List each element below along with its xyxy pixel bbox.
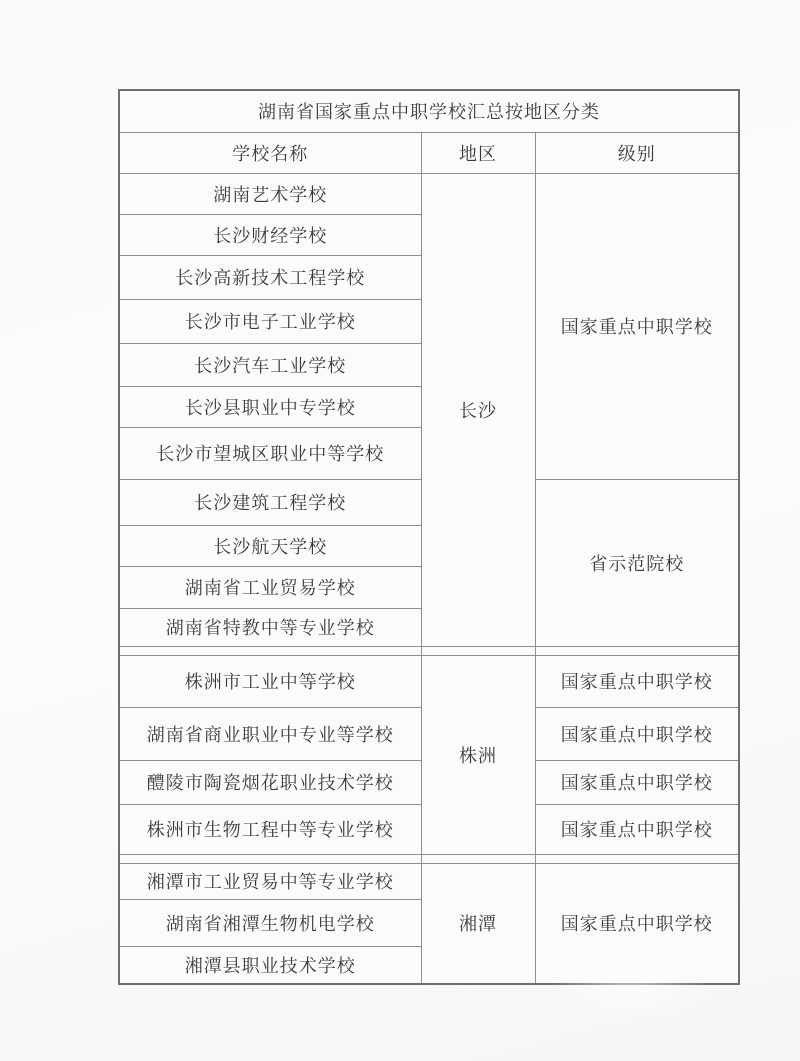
- level-cell: 国家重点中职学校: [535, 804, 739, 854]
- school-name-cell: 长沙市电子工业学校: [119, 299, 421, 343]
- separator-cell: [119, 646, 421, 655]
- school-name-cell: 醴陵市陶瓷烟花职业技术学校: [119, 760, 421, 804]
- separator-cell: [421, 854, 535, 863]
- region-cell-changsha: 长沙: [421, 173, 535, 646]
- column-header-school: 学校名称: [119, 132, 421, 173]
- level-cell-xiangtan: 国家重点中职学校: [535, 863, 739, 984]
- school-table: [118, 89, 740, 985]
- separator-cell: [421, 646, 535, 655]
- region-cell-zhuzhou: 株洲: [421, 655, 535, 854]
- school-name-cell: 湖南艺术学校: [119, 173, 421, 214]
- table-row: [119, 655, 739, 707]
- school-name-cell: 长沙航天学校: [119, 525, 421, 566]
- school-name-cell: 长沙高新技术工程学校: [119, 255, 421, 299]
- separator-cell: [119, 854, 421, 863]
- separator-cell: [535, 646, 739, 655]
- section-separator-row: [119, 646, 739, 655]
- school-name-cell: 株洲市生物工程中等专业学校: [119, 804, 421, 854]
- region-cell-xiangtan: 湘潭: [421, 863, 535, 984]
- level-cell: 国家重点中职学校: [535, 760, 739, 804]
- school-name-cell: 长沙市望城区职业中等学校: [119, 427, 421, 479]
- school-name-cell: 湖南省商业职业中专业等学校: [119, 707, 421, 760]
- column-header-region: 地区: [421, 132, 535, 173]
- faint-watermark: [550, 961, 710, 1021]
- table-title-row: [119, 90, 739, 132]
- level-cell: 国家重点中职学校: [535, 655, 739, 707]
- section-separator-row: [119, 854, 739, 863]
- school-name-cell: 株洲市工业中等学校: [119, 655, 421, 707]
- school-name-cell: 长沙建筑工程学校: [119, 479, 421, 525]
- level-cell: 国家重点中职学校: [535, 707, 739, 760]
- column-header-level: 级别: [535, 132, 739, 173]
- level-cell-changsha-provincial: 省示范院校: [535, 479, 739, 646]
- level-cell-changsha-national: 国家重点中职学校: [535, 173, 739, 479]
- table-row: [119, 173, 739, 214]
- school-name-cell: 湘潭县职业技术学校: [119, 946, 421, 984]
- separator-cell: [535, 854, 739, 863]
- school-name-cell: 湖南省湘潭生物机电学校: [119, 899, 421, 946]
- school-name-cell: 长沙财经学校: [119, 214, 421, 255]
- table-header-row: [119, 132, 739, 173]
- school-name-cell: 长沙县职业中专学校: [119, 386, 421, 427]
- school-name-cell: 湖南省工业贸易学校: [119, 566, 421, 608]
- school-name-cell: 长沙汽车工业学校: [119, 343, 421, 386]
- table-title: 湖南省国家重点中职学校汇总按地区分类: [119, 90, 739, 132]
- school-name-cell: 湖南省特教中等专业学校: [119, 608, 421, 646]
- school-name-cell: 湘潭市工业贸易中等专业学校: [119, 863, 421, 899]
- table-row: [119, 863, 739, 899]
